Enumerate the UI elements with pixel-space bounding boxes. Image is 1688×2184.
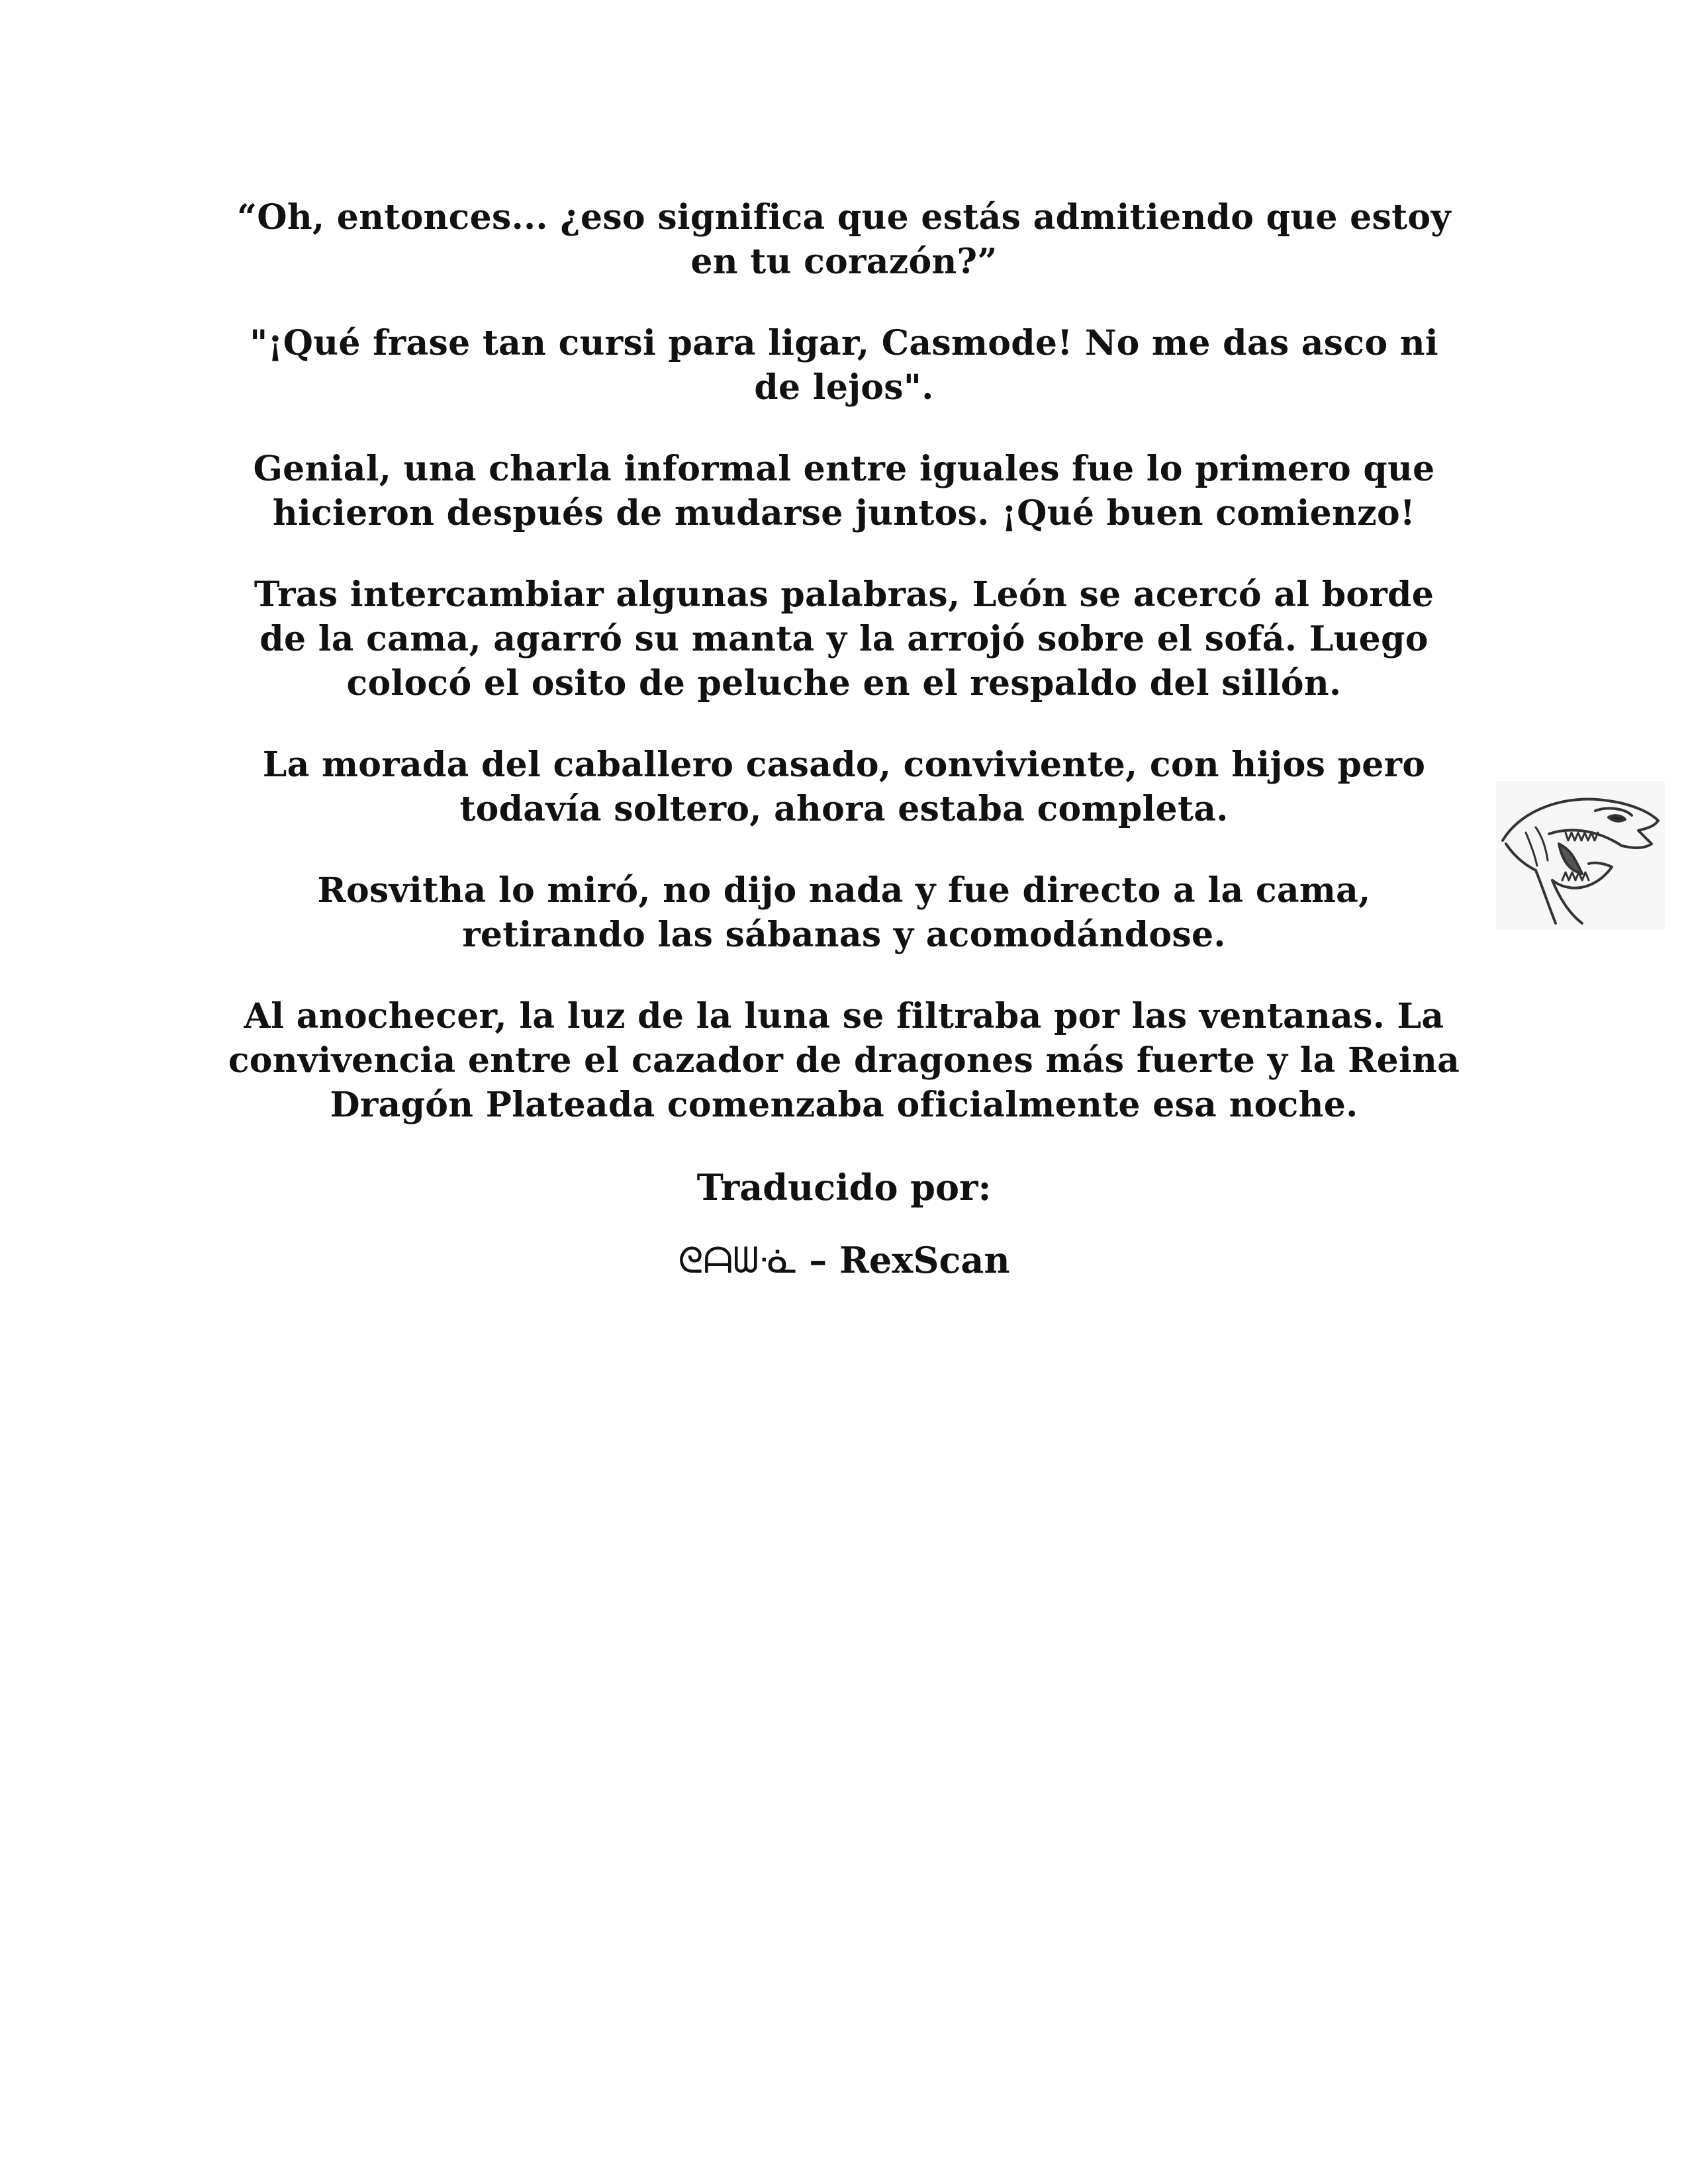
scan-group-name: RexScan <box>839 1239 1010 1281</box>
document-body <box>225 195 1463 1284</box>
paragraph-1: “Oh, entonces... ¿eso significa que estás admitiendo que estoy en tu corazón?” <box>237 197 1451 282</box>
paragraph-6: Rosvitha lo miró, no dijo nada y fue directo a la cama, retirando las sábanas y acomodándose. <box>317 870 1371 955</box>
translator-name: ᘓᗩᗯᓍ <box>678 1240 797 1281</box>
credits-line <box>225 1237 1463 1284</box>
paragraph-5: La morada del caballero casado, conviviente, con hijos pero todavía soltero, ahora estaba completa. <box>262 745 1426 829</box>
paragraph-4: Tras intercambiar algunas palabras, León se acercó al borde de la cama, agarró su manta y la arrojó sobre el sofá. Luego colocó el osito de peluche en el respaldo del sillón. <box>254 574 1434 704</box>
credits-title: Traducido por: <box>696 1166 992 1208</box>
credits-separator: – <box>796 1239 840 1281</box>
paragraph-7: Al anochecer, la luz de la luna se filtraba por las ventanas. La convivencia entre el cazador de dragones más fuerte y la Reina Dragón Plateada comenzaba oficialmente esa noche. <box>228 996 1460 1125</box>
paragraph-2: "¡Qué frase tan cursi para ligar, Casmode! No me das asco ni de lejos". <box>250 323 1438 408</box>
dinosaur-head-icon <box>1496 781 1665 930</box>
paragraph-3: Genial, una charla informal entre iguales fue lo primero que hicieron después de mudarse juntos. ¡Qué buen comienzo! <box>253 449 1435 533</box>
